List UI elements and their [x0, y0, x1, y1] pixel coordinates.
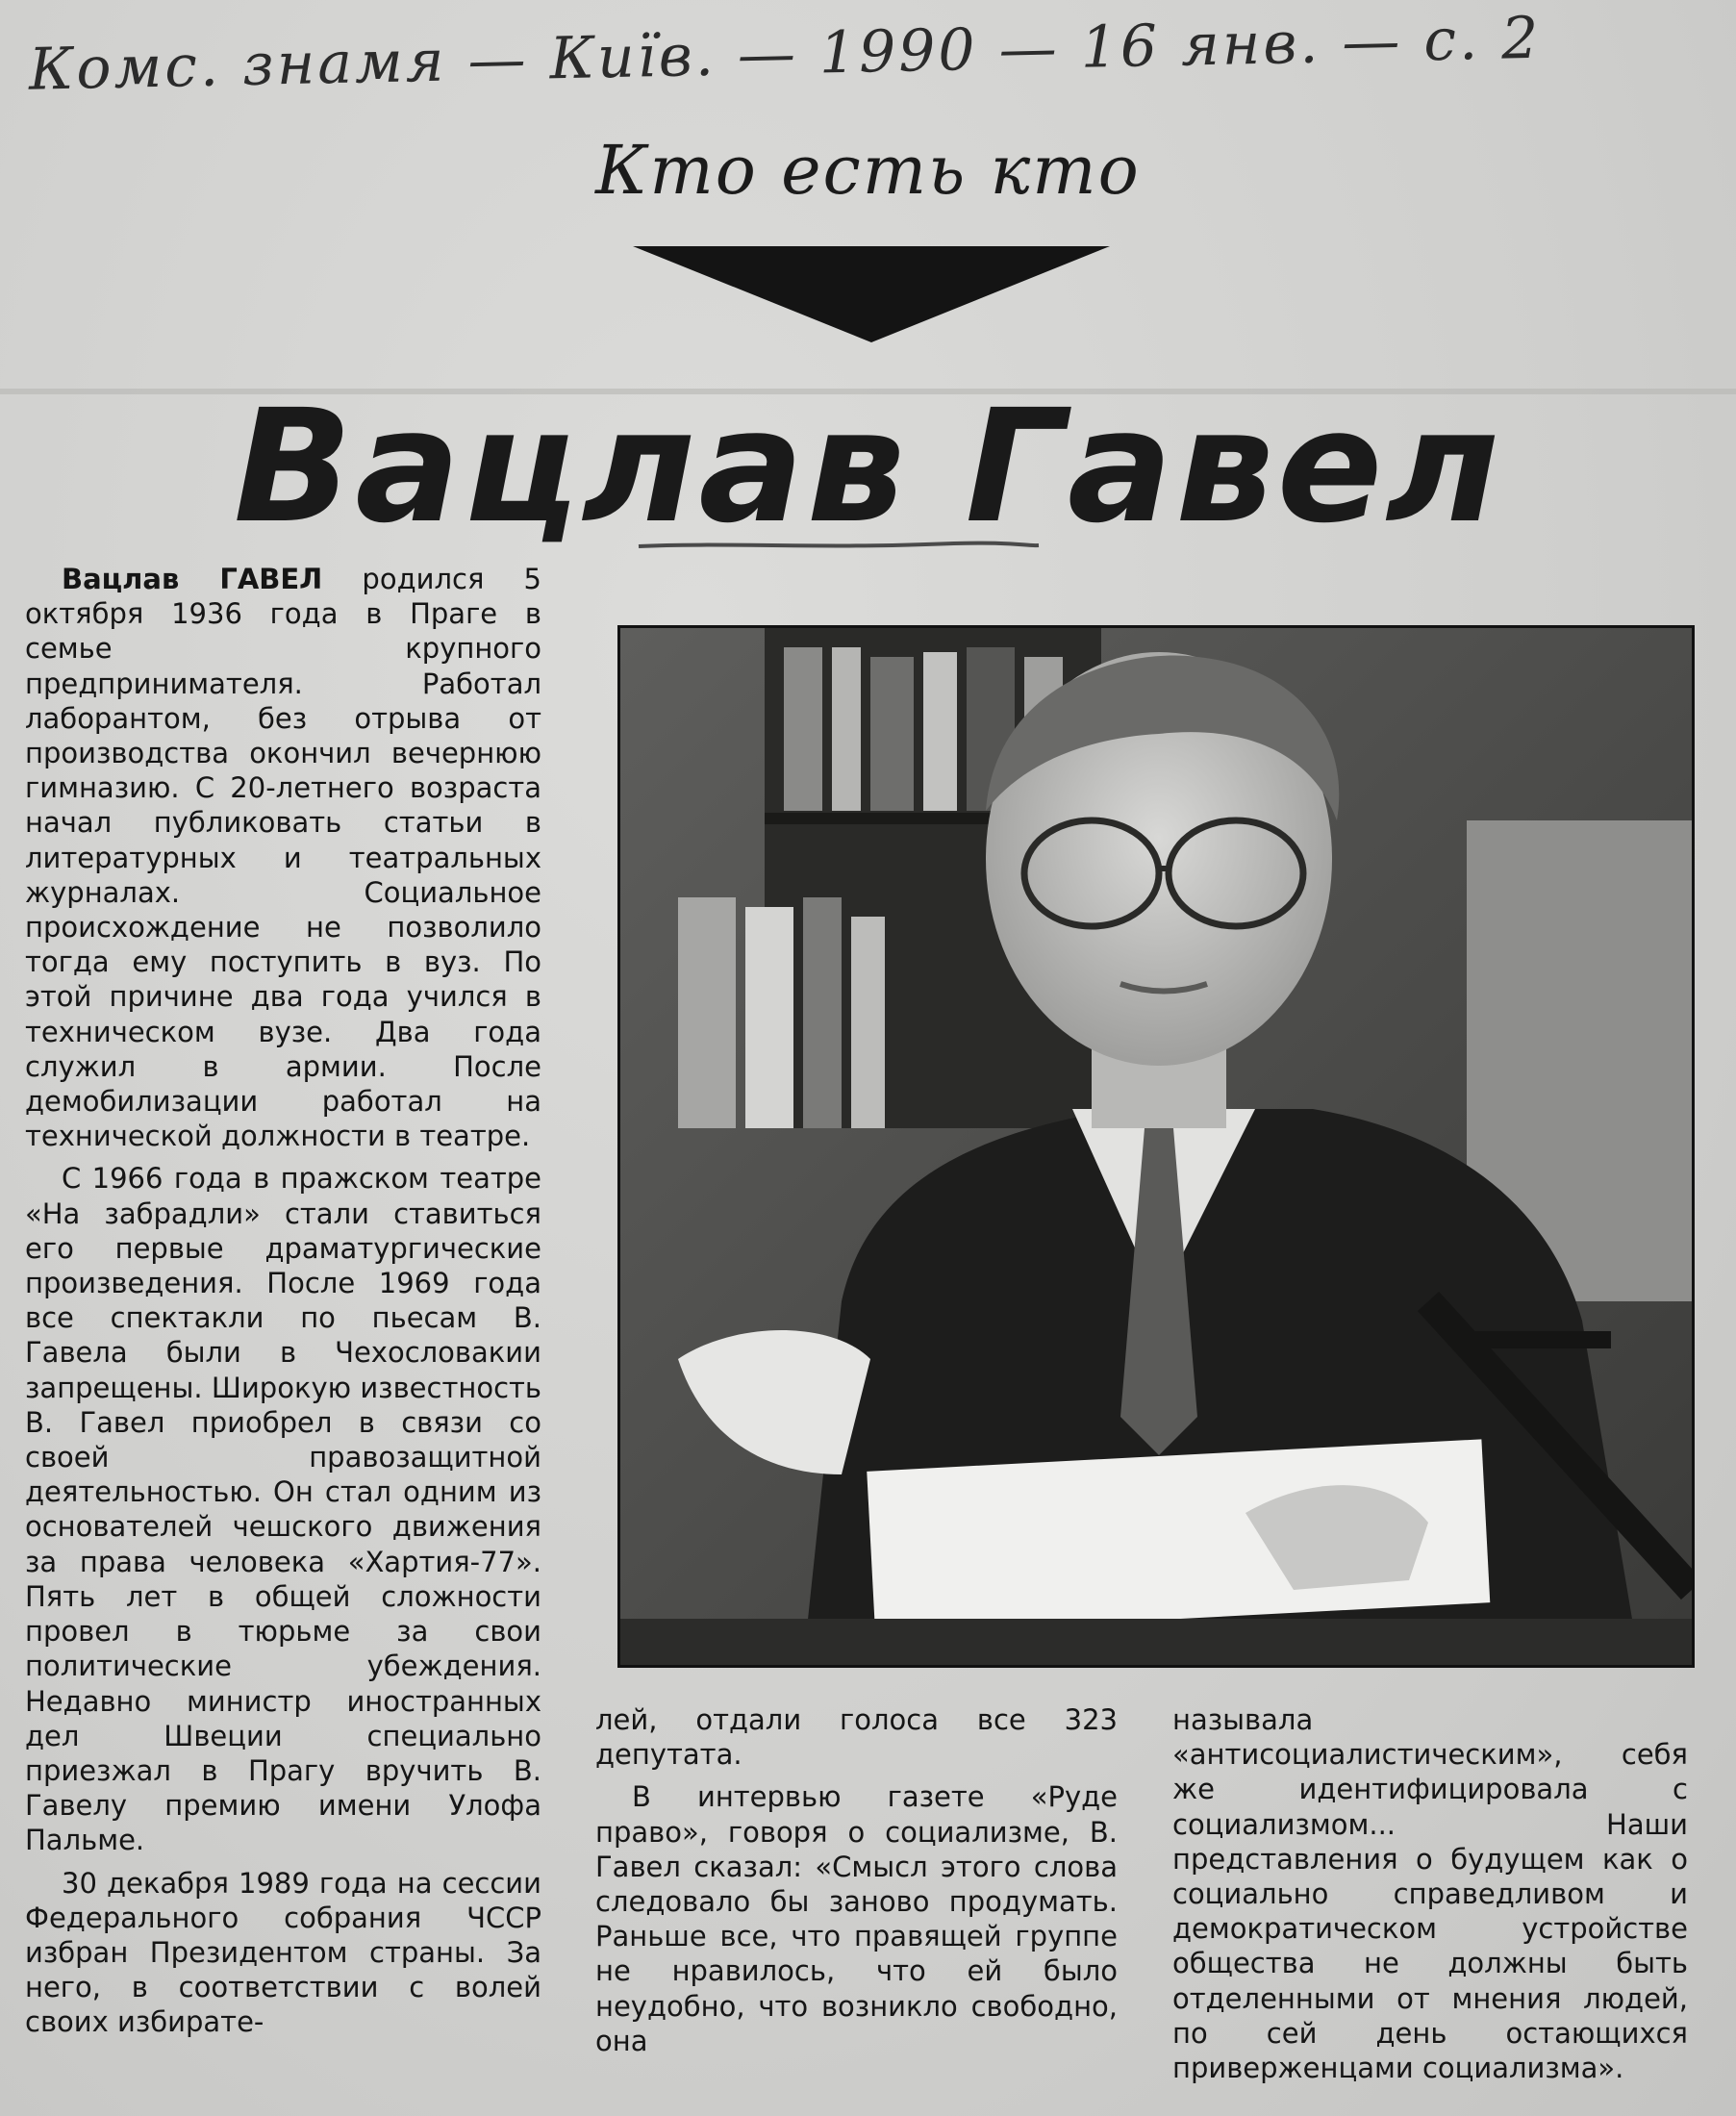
article-paragraph-2: С 1966 года в пражском театре «На забрадли» стали ставиться его первые драматургические произведения. После 1969 года все спектакли по пьесам В. Гавела были в Чехословакии запрещены. Широкую известность В. Гавел приобрел в связи со своей правозащитной деятельностью. Он стал одним из основателей чешского движения за права человека «Хартия-77». Пять лет в общей сложности провел в тюрьме за свои политические убеждения. Недавно министр иностранных дел Швеции специально приезжал в Прагу вручить В. Гавелу премию имени Улофа Пальме. — [25, 1162, 541, 1857]
rubric-title: Кто есть кто — [595, 131, 1141, 210]
portrait-photo-image — [620, 628, 1692, 1665]
article-paragraph-4: лей, отдали голоса все 323 депутата. — [595, 1703, 1118, 1772]
article-lead-name: Вацлав ГАВЕЛ — [62, 563, 323, 595]
article-column-1 — [25, 562, 541, 2040]
headline: Вацлав Гавел — [233, 377, 1503, 558]
handwritten-source-note: Комс. знамя — Київ. — 1990 — 16 янв. — с. 2 — [28, 4, 1543, 104]
portrait-photo — [617, 625, 1695, 1668]
article-paragraph-6: называла «антисоциалистическим», себя же идентифицировала с социализмом... Наши представления о будущем как о социально справедливом и демократическом устройстве общества не должны быть отделенными от мнения людей, по сей день остающихся приверженцами социализма». — [1172, 1703, 1688, 2085]
article-paragraph-1 — [25, 562, 541, 1153]
article-column-2 — [595, 1702, 1118, 2058]
pen-underline-mark — [637, 539, 1041, 552]
article-column-3 — [1172, 1702, 1688, 2085]
down-arrow-icon — [633, 246, 1110, 342]
article-paragraph-3: 30 декабря 1989 года на сессии Федерального собрания ЧССР избран Президентом страны. За него, в соответствии с волей своих избирате- — [25, 1866, 541, 2039]
article-paragraph-5: В интервью газете «Руде право», говоря о социализме, В. Гавел сказал: «Смысл этого слова следовало бы заново продумать. Раньше все, что правящей группе не нравилось, что ей было неудобно, что возникло свободно, она — [595, 1780, 1118, 2057]
article-paragraph-1-text: родился 5 октября 1936 года в Праге в семье крупного предпринимателя. Работал лаборантом, без отрыва от производства окончил вечернюю гимназию. С 20-летнего возраста начал публиковать статьи в литературных и театральных журналах. Социальное происхождение не позволило тогда ему поступить в вуз. По этой причине два года учился в техническом вузе. Два года служил в армии. После демобилизации работал на технической должности в театре. — [25, 563, 541, 1153]
